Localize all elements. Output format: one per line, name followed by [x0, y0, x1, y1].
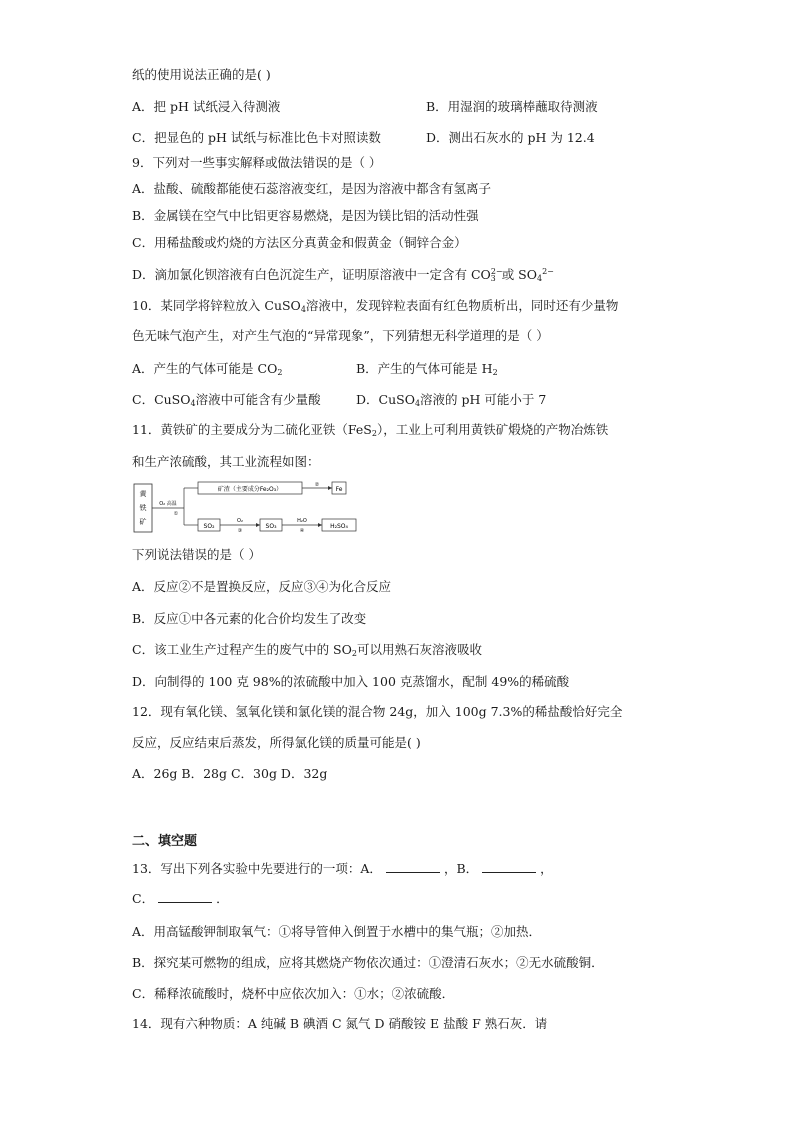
fe-label: Fe — [335, 486, 343, 493]
q11-stem-line2: 和生产浓硫酸，其工业流程如图： — [132, 454, 320, 469]
o2-label: O₂ — [237, 518, 243, 524]
q12-stem-line2: 反应，反应结束后蒸发，所得氯化镁的质量可能是( ) — [132, 735, 421, 750]
ore-arrow-label: O₂ 高温 — [159, 501, 177, 507]
q9-option-d: D．滴加氯化钡溶液有白色沉淀生产，证明原溶液中一定含有 $CO^{2-}_3$ 或 $SO_4^{2-}$ — [132, 267, 554, 283]
q11-option-c: C．该工业生产过程产生的废气中的 $SO_2$可以用熟石灰溶液吸收 — [132, 642, 482, 658]
step-4-label: ④ — [299, 528, 305, 534]
blank-a[interactable] — [386, 860, 440, 873]
q9-option-a: A．盐酸、硫酸都能使石蕊溶液变红，是因为溶液中都含有氢离子 — [132, 181, 492, 196]
h2so4-label: H₂SO₄ — [330, 523, 348, 530]
q11-stem-line1: 11．黄铁矿的主要成分为二硫化亚铁（FeS$_2$），工业上可利用黄铁矿煅烧的产物冶炼铁 — [132, 422, 609, 438]
q9-option-b: B．金属镁在空气中比铝更容易燃烧，是因为镁比铝的活动性强 — [132, 208, 479, 223]
q13-line-c: C． ． — [132, 891, 229, 906]
q8-stem-continuation: 纸的使用说法正确的是( ) — [132, 67, 271, 82]
q11-option-d: D．向制得的 100 克 98%的浓硫酸中加入 100 克蒸馏水，配制 49%的稀硫酸 — [132, 674, 570, 689]
q9-option-c: C．用稀盐酸或灼烧的方法区分真黄金和假黄金（铜锌合金） — [132, 235, 467, 250]
q13-stem: 13．写出下列各实验中先要进行的一项：A． ，B． ， — [132, 861, 553, 876]
ore-char-3: 矿 — [139, 518, 147, 526]
q13-item-c: C．稀释浓硫酸时，烧杯中应依次加入：①水；②浓硫酸． — [132, 986, 455, 1001]
q8-option-c: C．把显色的 pH 试纸与标准比色卡对照读数 — [132, 130, 381, 145]
q10-option-d: D．CuSO$_4$溶液的 pH 可能小于 7 — [356, 392, 547, 408]
q8-option-b: B．用湿润的玻璃棒蘸取待测液 — [426, 99, 598, 114]
industrial-flow-diagram — [132, 480, 364, 536]
q13-item-a: A．用高锰酸钾制取氧气：①将导管伸入倒置于水槽中的集气瓶；②加热． — [132, 924, 542, 939]
h2o-label: H₂O — [297, 518, 307, 524]
section-heading: 二、填空题 — [132, 834, 198, 849]
q9-stem: 9．下列对一些事实解释或做法错误的是（ ） — [132, 155, 382, 170]
q8-option-a: A．把 pH 试纸浸入待测液 — [132, 99, 281, 114]
step-2-label: ② — [314, 482, 320, 488]
so2-label: SO₂ — [203, 523, 215, 530]
q10-option-b: B．产生的气体可能是 $H_2$ — [356, 361, 498, 377]
q10-option-c: C．CuSO$_4$溶液中可能含有少量酸 — [132, 392, 321, 408]
q10-stem-line1: 10．某同学将锌粒放入 CuSO$_4$溶液中，发现锌粒表面有红色物质析出，同时还有少量物 — [132, 298, 619, 314]
q13-item-b: B．探究某可燃物的组成，应将其燃烧产物依次通过：①澄清石灰水；②无水硫酸铜． — [132, 955, 604, 970]
ore-char-1: 黄 — [139, 490, 147, 498]
step-3-label: ③ — [237, 528, 243, 534]
q11-option-a: A．反应②不是置换反应，反应③④为化合反应 — [132, 579, 392, 594]
q10-option-a: A．产生的气体可能是 $CO_2$ — [132, 361, 283, 377]
q8-option-d: D．测出石灰水的 pH 为 12.4 — [426, 130, 595, 145]
q11-option-b: B．反应①中各元素的化合价均发生了改变 — [132, 611, 367, 626]
slag-label: 矿渣（主要成分Fe₂O₃） — [217, 486, 283, 493]
blank-b[interactable] — [482, 860, 536, 873]
q12-stem-line1: 12．现有氧化镁、氢氧化镁和氯化镁的混合物 24g，加入 100g 7.3%的稀盐酸恰好完全 — [132, 704, 623, 719]
so3-label: SO₃ — [265, 523, 277, 530]
q12-options: A．26g B．28g C．30g D．32g — [132, 766, 328, 781]
q11-question: 下列说法错误的是（ ） — [132, 547, 261, 562]
ore-char-2: 铁 — [139, 504, 147, 512]
q14-stem: 14．现有六种物质：A 纯碱 B 碘酒 C 氮气 D 硝酸铵 E 盐酸 F 熟石灰．请 — [132, 1016, 548, 1031]
q10-stem-line2: 色无味气泡产生，对产生气泡的“异常现象”，下列猜想无科学道理的是（ ） — [132, 328, 549, 343]
ore-arrow-step: ① — [173, 511, 179, 517]
blank-c[interactable] — [158, 890, 212, 903]
